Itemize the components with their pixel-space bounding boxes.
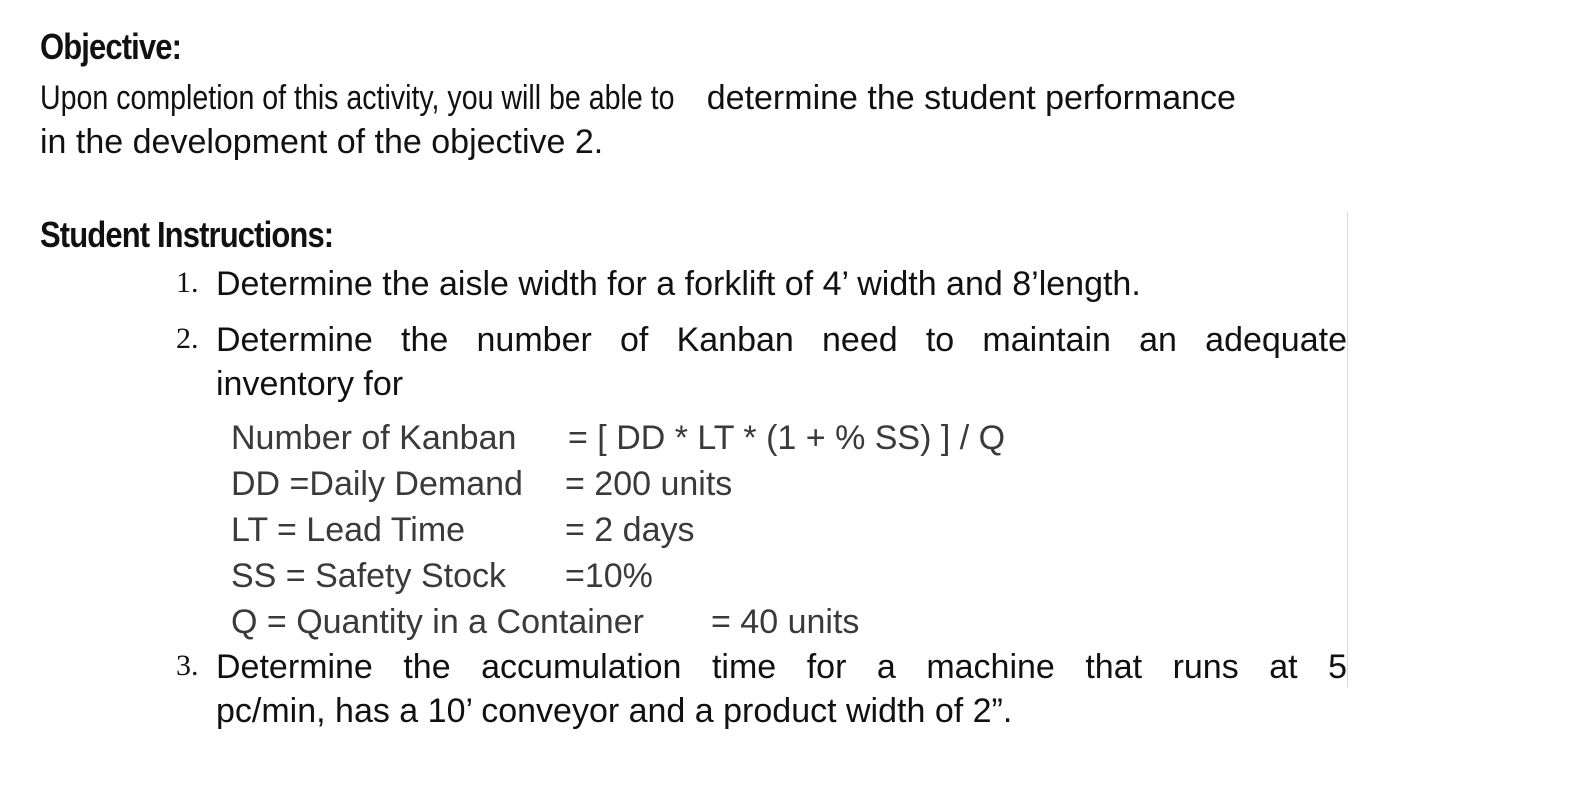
objective-heading: Objective: (40, 26, 182, 67)
formula-value: = [ DD * LT * (1 + % SS) ] / Q (568, 419, 1006, 457)
text-frame-border (1347, 212, 1348, 688)
formula-value: =10% (565, 557, 653, 595)
item-line: Determine the aisle width for a forklift of 4’ width and 8’length. (216, 265, 1141, 303)
item-line: inventory for (216, 365, 404, 403)
item-text (216, 262, 1347, 306)
formula-term: Number of Kanban (231, 419, 517, 457)
objective-text-narrow: Upon completion of this activity, you will be able to (40, 79, 675, 117)
item-line: Determine the accumulation time for a machine that runs at 5 (216, 648, 1347, 686)
objective-text-regular: determine the student performance (697, 79, 1236, 117)
formula-value: = 2 days (565, 511, 695, 549)
instructions-heading: Student Instructions: (40, 214, 334, 255)
item-text (216, 318, 1347, 406)
objective-paragraph (40, 76, 1360, 164)
objective-line-2: in the development of the objective 2. (40, 123, 604, 161)
formula-value: = 200 units (565, 465, 733, 503)
item-line: Determine the number of Kanban need to maintain an adequate (216, 321, 1347, 359)
item-number: 3. (176, 649, 199, 682)
objective-line-1 (40, 76, 1360, 120)
item-number: 2. (176, 322, 199, 355)
formula-term: SS = Safety Stock (231, 557, 506, 595)
item-number: 1. (176, 266, 199, 299)
formula-term: LT = Lead Time (231, 511, 466, 549)
item-line: pc/min, has a 10’ conveyor and a product width of 2”. (216, 692, 1013, 730)
formula-term: Q = Quantity in a Container (231, 603, 644, 641)
formula-value: = 40 units (711, 603, 860, 641)
item-text (216, 645, 1347, 733)
formula-term: DD =Daily Demand (231, 465, 523, 503)
